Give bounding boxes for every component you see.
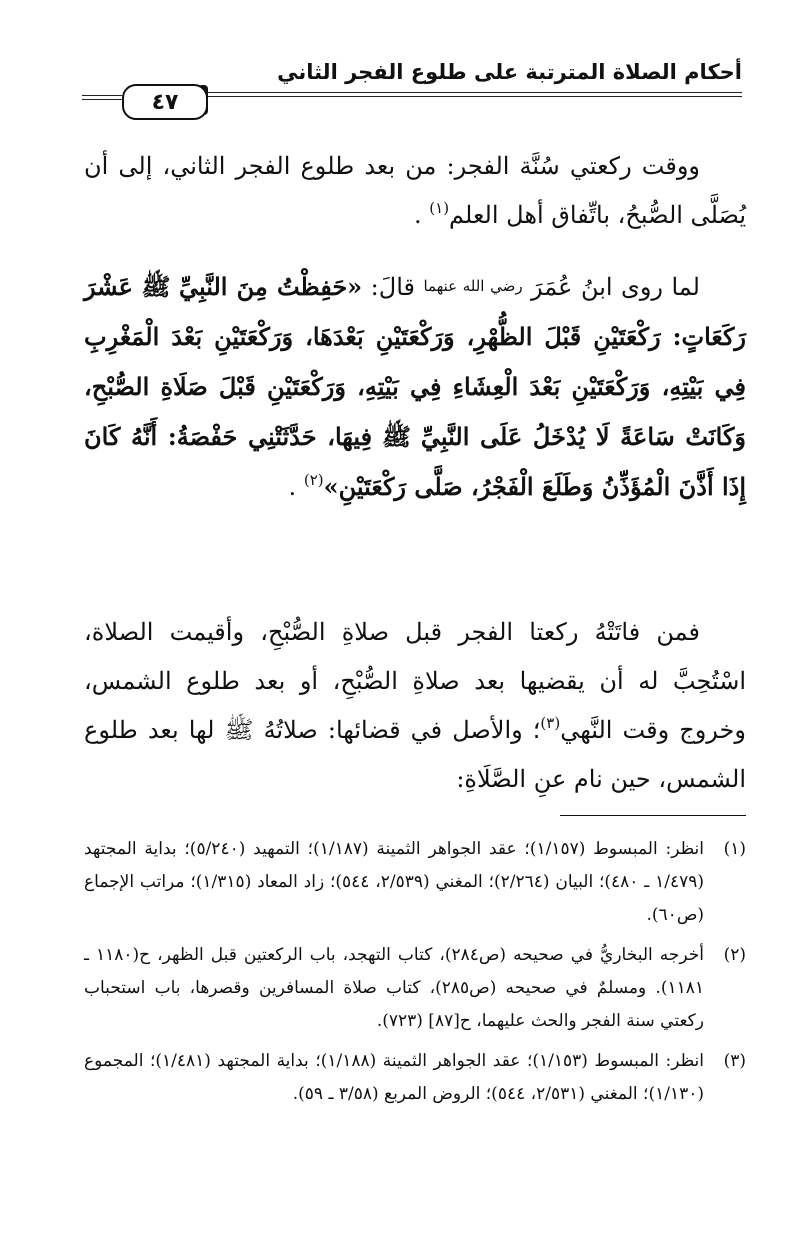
footnote-text: انظر: المبسوط (١/١٥٣)؛ عقد الجواهر الثمينة (١/١٨٨)؛ بداية المجتهد (١/٤٨١)؛ المجموع (١/١٣٠)؛ المغني (٢/٥٣١، ٥٤٤)؛ الروض المربع (٣/٥٨ ـ ٥٩). bbox=[84, 1051, 704, 1104]
paragraph-1 bbox=[84, 142, 746, 240]
header-rule-left-bottom bbox=[82, 99, 122, 100]
paragraph-3-part-1: فمن فاتَتْهُ ركعتا الفجر قبل صلاةِ الصُّبْحِ، وأقيمت الصلاة، اسْتُحِبَّ له أن يقضيها بعد صلاةِ الصُّبْحِ، أو بعد طلوع الشمس، وخروج وقت النَّهي bbox=[84, 618, 746, 744]
paragraph-3-part-3: لها بعد طلوع الشمس، حين نام عنِ الصَّلَاةِ: bbox=[84, 716, 746, 793]
hadith-part-2: عَشْرَ رَكَعَاتٍ: رَكْعَتَيْنِ قَبْلَ الظُّهْرِ، وَرَكْعَتَيْنِ بَعْدَهَا، وَرَكْعَتَيْنِ بَعْدَ الْمَغْرِبِ فِي بَيْتِهِ، وَرَكْعَتَيْنِ بَعْدَ الْعِشَاءِ فِي بَيْتِهِ، وَرَكْعَتَيْنِ قَبْلَ صَلَاةِ الصُّبْحِ، وَكَانَتْ سَاعَةً لَا يُدْخَلُ عَلَى النَّبِيِّ bbox=[84, 272, 746, 451]
paragraph-1-text: ووقت ركعتي سُنَّة الفجر: من بعد طلوع الفجر الثاني، إلى أن يُصَلَّى الصُّبحُ، باتِّفاق أهل العلم bbox=[84, 152, 746, 229]
footnote-number: (٢) bbox=[723, 945, 746, 965]
footnote-ref-3[interactable]: (٣) bbox=[540, 714, 561, 732]
honorific-salla-3: ﷺ bbox=[224, 716, 254, 744]
header-rule-left-top bbox=[82, 95, 122, 96]
paragraph-3 bbox=[84, 608, 746, 804]
running-title: أحكام الصلاة المترتبة على طلوع الفجر الثاني bbox=[277, 60, 742, 84]
page-header bbox=[82, 58, 742, 118]
footnote-ref-2[interactable]: (٢) bbox=[303, 471, 324, 489]
page-number-badge bbox=[122, 84, 208, 120]
honorific-radiallahu: رضي الله عنهما bbox=[423, 277, 523, 295]
paragraph-2-end: . bbox=[288, 473, 297, 501]
page-number: ٤٧ bbox=[151, 89, 179, 115]
footnote-number: (٣) bbox=[723, 1051, 746, 1071]
hadith-part-3: فِيهَا، حَدَّثَتْنِي حَفْصَةُ: أَنَّهُ كَانَ إِذَا أَذَّنَ الْمُؤَذِّنُ وَطَلَعَ الْفَجْرُ، صَلَّى رَكْعَتَيْنِ» bbox=[84, 422, 746, 501]
header-rule-top bbox=[208, 92, 742, 93]
footnotes bbox=[84, 833, 746, 1118]
hadith-part-1: «حَفِظْتُ مِنَ النَّبِيِّ bbox=[178, 272, 363, 301]
footnote-number: (١) bbox=[723, 839, 746, 859]
honorific-salla-1: ﷺ bbox=[141, 272, 171, 301]
footnote-3 bbox=[84, 1045, 746, 1111]
paragraph-2 bbox=[84, 262, 746, 512]
paragraph-2-intro-after: قالَ: bbox=[370, 273, 415, 301]
paragraph-2-intro: لما روى ابنُ عُمَرَ bbox=[531, 273, 700, 301]
footnote-ref-1[interactable]: (١) bbox=[429, 199, 450, 217]
footnote-separator bbox=[560, 815, 746, 816]
footnote-text: أخرجه البخاريُّ في صحيحه (ص٢٨٤)، كتاب التهجد، باب الركعتين قبل الظهر، ح(١١٨٠ ـ ١١٨١). ومسلمٌ في صحيحه (ص٢٨٥)، كتاب صلاة المسافرين وقصرها، باب استحباب ركعتي سنة الفجر والحث عليهما، ح[٨٧] (٧٢٣). bbox=[84, 945, 705, 1031]
footnote-2 bbox=[84, 939, 746, 1038]
footnote-1 bbox=[84, 833, 746, 932]
header-rule-bottom bbox=[208, 96, 742, 97]
footnote-text: انظر: المبسوط (١/١٥٧)؛ عقد الجواهر الثمينة (١/١٨٧)؛ التمهيد (٥/٢٤٠)؛ بداية المجتهد (١/٤٧٩ ـ ٤٨٠)؛ البيان (٢/٢٦٤)؛ المغني (٢/٥٣٩، ٥٤٤)؛ زاد المعاد (١/٣١٥)؛ مراتب الإجماع (ص٦٠). bbox=[84, 839, 705, 925]
honorific-salla-2: ﷺ bbox=[382, 422, 411, 451]
paragraph-3-part-2: ؛ والأصل في قضائها: صلاتُهُ bbox=[263, 716, 541, 744]
paragraph-1-end: . bbox=[413, 201, 422, 229]
